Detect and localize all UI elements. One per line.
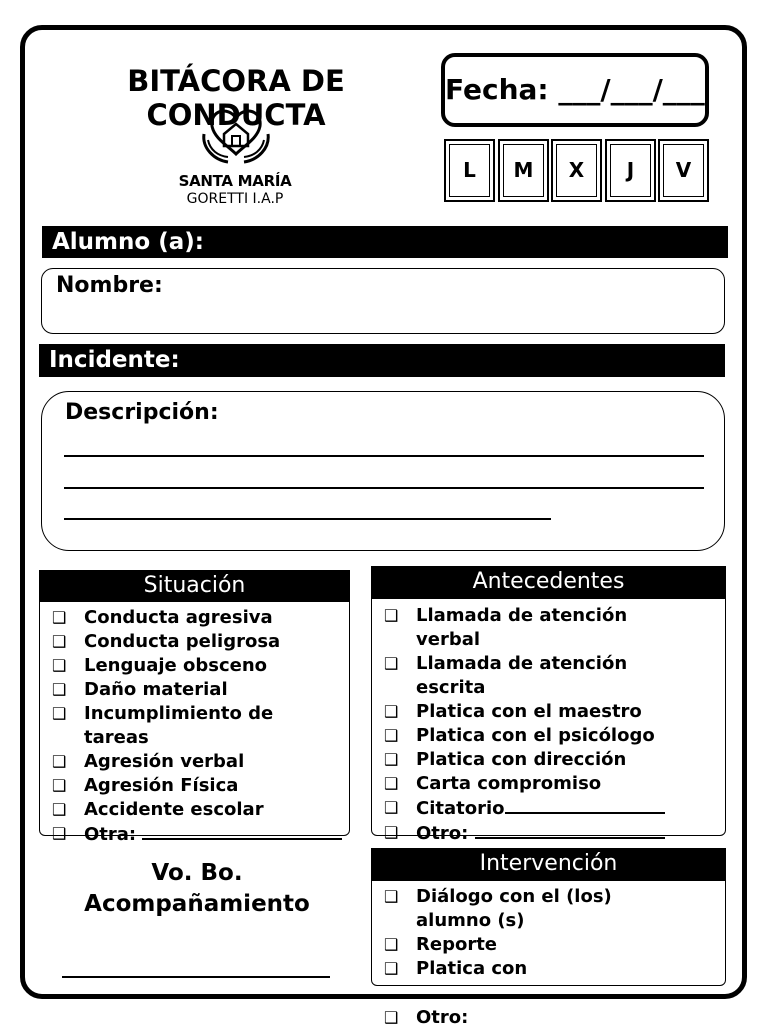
intervencion-item-platica-con[interactable]: ❑ Platica con: [384, 958, 528, 979]
day-box-m[interactable]: M: [498, 139, 549, 202]
day-box-l[interactable]: L: [444, 139, 495, 202]
date-label: Fecha: ___/___/___: [445, 73, 705, 106]
descripcion-label: Descripción:: [65, 400, 219, 425]
antecedentes-item-atencion-verbal[interactable]: ❑ Llamada de atención verbal: [384, 605, 628, 650]
descripcion-line-1: [64, 455, 704, 457]
hands-house-logo-icon: [198, 104, 274, 168]
checkbox-icon[interactable]: ❑: [384, 726, 399, 745]
vobo-block: [42, 858, 352, 920]
descripcion-line-3: [64, 518, 551, 520]
form-title-line2: CONDUCTA: [146, 98, 326, 132]
intervencion-item-reporte[interactable]: ❑ Reporte: [384, 934, 498, 955]
otra-blank-line[interactable]: [142, 822, 342, 840]
checkbox-icon[interactable]: ❑: [384, 935, 399, 954]
antecedentes-otro-blank-line[interactable]: [475, 821, 665, 839]
checkbox-icon[interactable]: ❑: [384, 774, 399, 793]
situacion-item-agresion-fisica[interactable]: ❑ Agresión Física: [52, 775, 239, 796]
checkbox-icon[interactable]: ❑: [384, 887, 399, 906]
antecedentes-item-carta-compromiso[interactable]: ❑ Carta compromiso: [384, 773, 602, 794]
antecedentes-item-platica-direccion[interactable]: ❑ Platica con dirección: [384, 749, 627, 770]
vobo-signature-line[interactable]: [62, 976, 330, 978]
day-box-v[interactable]: V: [658, 139, 709, 202]
situacion-list: [52, 606, 342, 847]
brand-subtitle: GORETTI I.A.P: [186, 191, 284, 207]
situacion-item-lenguaje-obsceno[interactable]: ❑ Lenguaje obsceno: [52, 655, 268, 676]
antecedentes-header: Antecedentes: [371, 566, 726, 599]
antecedentes-list: [384, 604, 719, 846]
antecedentes-item-platica-psicologo[interactable]: ❑ Platica con el psicólogo: [384, 725, 655, 746]
checkbox-icon[interactable]: ❑: [52, 800, 67, 819]
checkbox-icon[interactable]: ❑: [384, 702, 399, 721]
checkbox-icon[interactable]: ❑: [52, 608, 67, 627]
checkbox-icon[interactable]: ❑: [52, 776, 67, 795]
brand-name: SANTA MARÍA: [178, 172, 292, 190]
situacion-item-conducta-peligrosa[interactable]: ❑ Conducta peligrosa: [52, 631, 281, 652]
situacion-item-incumplimiento[interactable]: ❑ Incumplimiento de tareas: [52, 703, 274, 748]
platica-con-blank-line[interactable]: [416, 981, 596, 999]
form-title-line1: BITÁCORA DE: [127, 64, 345, 98]
situacion-item-agresion-verbal[interactable]: ❑ Agresión verbal: [52, 751, 245, 772]
incidente-section-bar: [39, 344, 725, 377]
situacion-header: Situación: [39, 570, 350, 602]
checkbox-icon[interactable]: ❑: [52, 656, 67, 675]
intervencion-item-dialogo[interactable]: ❑ Diálogo con el (los) alumno (s): [384, 886, 612, 931]
intervencion-blank-row[interactable]: [384, 981, 719, 1006]
checkbox-icon[interactable]: ❑: [384, 606, 399, 625]
checkbox-icon[interactable]: ❑: [52, 632, 67, 651]
checkbox-icon[interactable]: ❑: [384, 750, 399, 769]
intervencion-header: Intervención: [371, 848, 726, 881]
antecedentes-item-atencion-escrita[interactable]: ❑ Llamada de atención escrita: [384, 653, 628, 698]
situacion-item-dano-material[interactable]: ❑ Daño material: [52, 679, 228, 700]
intervencion-list: [384, 885, 719, 1024]
checkbox-icon[interactable]: ❑: [384, 959, 399, 978]
checkbox-icon[interactable]: ❑: [52, 824, 67, 843]
vobo-line2: Acompañamiento: [84, 891, 310, 917]
day-box-x[interactable]: X: [551, 139, 602, 202]
nombre-label: Nombre:: [56, 273, 163, 298]
day-box-j[interactable]: J: [605, 139, 656, 202]
vobo-line1: Vo. Bo.: [151, 860, 243, 886]
alumno-section-bar: [42, 226, 728, 258]
checkbox-icon[interactable]: ❑: [52, 752, 67, 771]
checkbox-icon[interactable]: ❑: [384, 798, 399, 817]
antecedentes-item-platica-maestro[interactable]: ❑ Platica con el maestro: [384, 701, 642, 722]
antecedentes-item-otro[interactable]: ❑ Otro:: [384, 821, 719, 846]
citatorio-blank-line[interactable]: [505, 796, 665, 814]
antecedentes-item-citatorio[interactable]: ❑ Citatorio: [384, 796, 719, 821]
alumno-section-label: Alumno (a):: [52, 229, 204, 255]
situacion-item-conducta-agresiva[interactable]: ❑ Conducta agresiva: [52, 607, 273, 628]
checkbox-icon[interactable]: ❑: [384, 654, 399, 673]
situacion-item-accidente-escolar[interactable]: ❑ Accidente escolar: [52, 799, 264, 820]
checkbox-icon[interactable]: ❑: [52, 704, 67, 723]
situacion-item-otra[interactable]: ❑ Otra:: [52, 822, 342, 847]
checkbox-icon[interactable]: ❑: [384, 1008, 399, 1024]
checkbox-icon[interactable]: ❑: [52, 680, 67, 699]
descripcion-line-2: [64, 487, 704, 489]
intervencion-item-otro[interactable]: ❑ Otro:: [384, 1006, 719, 1024]
date-field[interactable]: [441, 53, 709, 127]
incidente-section-label: Incidente:: [49, 347, 180, 373]
checkbox-icon[interactable]: ❑: [384, 823, 399, 842]
